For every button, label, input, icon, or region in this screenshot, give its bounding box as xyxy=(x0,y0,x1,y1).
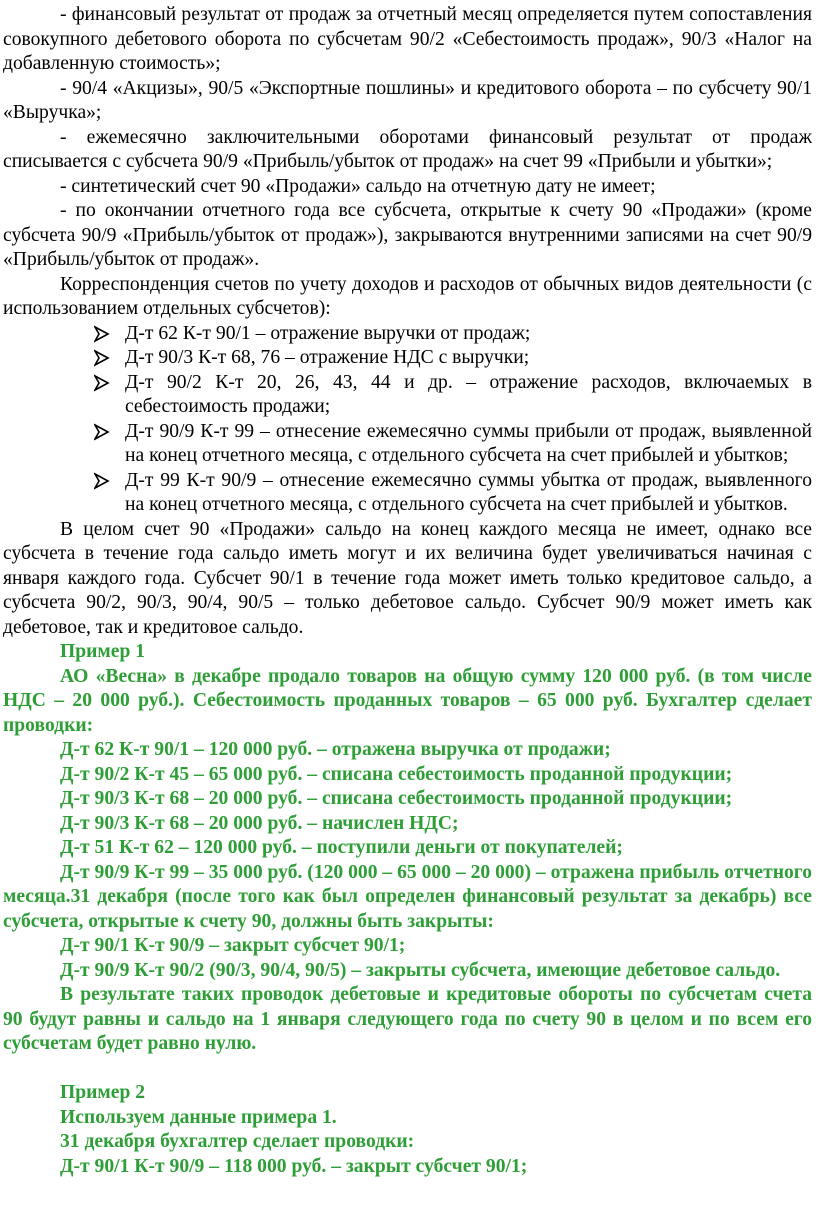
example1-entry-cost: Д-т 90/2 К-т 45 – 65 000 руб. – списана себестоимость проданной продукции; xyxy=(60,763,733,785)
list-item xyxy=(125,371,812,420)
example1-conclusion: В результате таких проводок дебетовые и кредитовые обороты по субсчетам счета 90 будут равны и сальдо на 1 января следующего года по счету 90 в целом и по всем его субсчетам будет равно нулю. xyxy=(3,984,812,1054)
correspondence-list xyxy=(3,322,812,518)
list-item-text: Д-т 90/2 К-т 20, 26, 43, 44 и др. – отражение расходов, включаемых в себестоимость продажи; xyxy=(125,371,812,417)
paragraph-year-end-closing: - по окончании отчетного года все субсчета, открытые к счету 90 «Продажи» (кроме субсчета 90/9 «Прибыль/убыток от продаж»), закрываются внутренними записями на счет 90/9 «Прибыль/убыток от продаж». xyxy=(3,200,812,270)
example1-entry-vat-cost: Д-т 90/3 К-т 68 – 20 000 руб. – списана себестоимость проданной продукции; xyxy=(60,788,733,809)
paragraph-monthly-closing: - ежемесячно заключительными оборотами финансовый результат от продаж списывается с субсчета 90/9 «Прибыль/убыток от продаж» на счет 99 «Прибыли и убытки»; xyxy=(3,126,812,172)
list-item-text: Д-т 90/3 К-т 68, 76 – отражение НДС с выручки; xyxy=(125,347,530,368)
example1-title: Пример 1 xyxy=(60,641,146,662)
arrowhead-bullet-icon xyxy=(94,346,110,370)
example1-entry-revenue: Д-т 62 К-т 90/1 – 120 000 руб. – отражена выручка от продажи; xyxy=(60,739,611,760)
arrowhead-bullet-icon xyxy=(94,371,110,395)
example1-entry-close-debit: Д-т 90/9 К-т 90/2 (90/3, 90/4, 90/5) – закрыты субсчета, имеющие дебетовое сальдо. xyxy=(60,959,781,981)
arrowhead-bullet-icon xyxy=(94,322,110,346)
arrowhead-bullet-icon xyxy=(94,469,110,493)
list-item xyxy=(125,420,812,469)
list-item-text: Д-т 99 К-т 90/9 – отнесение ежемесячно суммы убытка от продаж, выявленного на конец отчетного месяца, с отдельного субсчета на счет прибылей и убытков. xyxy=(125,469,812,515)
blank-line xyxy=(3,1057,812,1082)
example2-entry-close-revenue: Д-т 90/1 К-т 90/9 – 118 000 руб. – закрыт субсчет 90/1; xyxy=(60,1155,528,1177)
list-item xyxy=(125,469,812,518)
paragraph-correspondence-intro: Корреспонденция счетов по учету доходов и расходов от обычных видов деятельности (с использованием отдельных субсчетов): xyxy=(3,273,812,319)
list-item-text: Д-т 90/9 К-т 99 – отнесение ежемесячно суммы прибыли от продаж, выявленной на конец отчетного месяца, с отдельного субсчета на счет прибылей и убытков; xyxy=(125,420,812,466)
example2-title: Пример 2 xyxy=(60,1082,146,1103)
example2-intro: Используем данные примера 1. xyxy=(60,1106,337,1128)
example1-condition: АО «Весна» в декабре продало товаров на общую сумму 120 000 руб. (в том числе НДС – 20 000 руб.). Себестоимость проданных товаров – 65 000 руб. Бухгалтер сделает проводки: xyxy=(3,665,812,736)
example2-date: 31 декабря бухгалтер сделает проводки: xyxy=(60,1131,415,1152)
example1-entry-profit: Д-т 90/9 К-т 99 – 35 000 руб. (120 000 – 65 000 – 20 000) – отражена прибыль отчетного месяца.31 декабря (после того как был определен финансовый результат за декабрь) все субсчета, открытые к счету 90, должны быть закрыты: xyxy=(3,861,812,932)
list-item xyxy=(125,346,812,371)
list-item xyxy=(125,322,812,347)
paragraph-financial-result: - финансовый результат от продаж за отчетный месяц определяется путем сопоставления совокупного дебетового оборота по субсчетам 90/2 «Себестоимость продаж», 90/3 «Налог на добавленную стоимость»; xyxy=(3,4,812,74)
example1-entry-payment: Д-т 51 К-т 62 – 120 000 руб. – поступили деньги от покупателей; xyxy=(60,837,623,858)
example1-entry-close-revenue: Д-т 90/1 К-т 90/9 – закрыт субсчет 90/1; xyxy=(60,935,406,956)
paragraph-excise-duties: - 90/4 «Акцизы», 90/5 «Экспортные пошлины» и кредитового оборота – по субсчету 90/1 «Выручка»; xyxy=(3,77,812,123)
paragraph-saldo: В целом счет 90 «Продажи» сальдо на конец каждого месяца не имеет, однако все субсчета в течение года сальдо иметь могут и их величина будет увеличиваться начиная с января каждого года. Субсчет 90/1 в течение года может иметь только кредитовое сальдо, а субсчета 90/2, 90/3, 90/4, 90/5 – только дебетовое сальдо. Субсчет 90/9 может иметь как дебетовое, так и кредитовое сальдо. xyxy=(3,518,812,638)
example1-entry-vat: Д-т 90/3 К-т 68 – 20 000 руб. – начислен НДС; xyxy=(60,812,459,834)
paragraph-no-balance: - синтетический счет 90 «Продажи» сальдо на отчетную дату не имеет; xyxy=(60,175,656,197)
arrowhead-bullet-icon xyxy=(94,420,110,444)
list-item-text: Д-т 62 К-т 90/1 – отражение выручки от продаж; xyxy=(125,322,531,344)
